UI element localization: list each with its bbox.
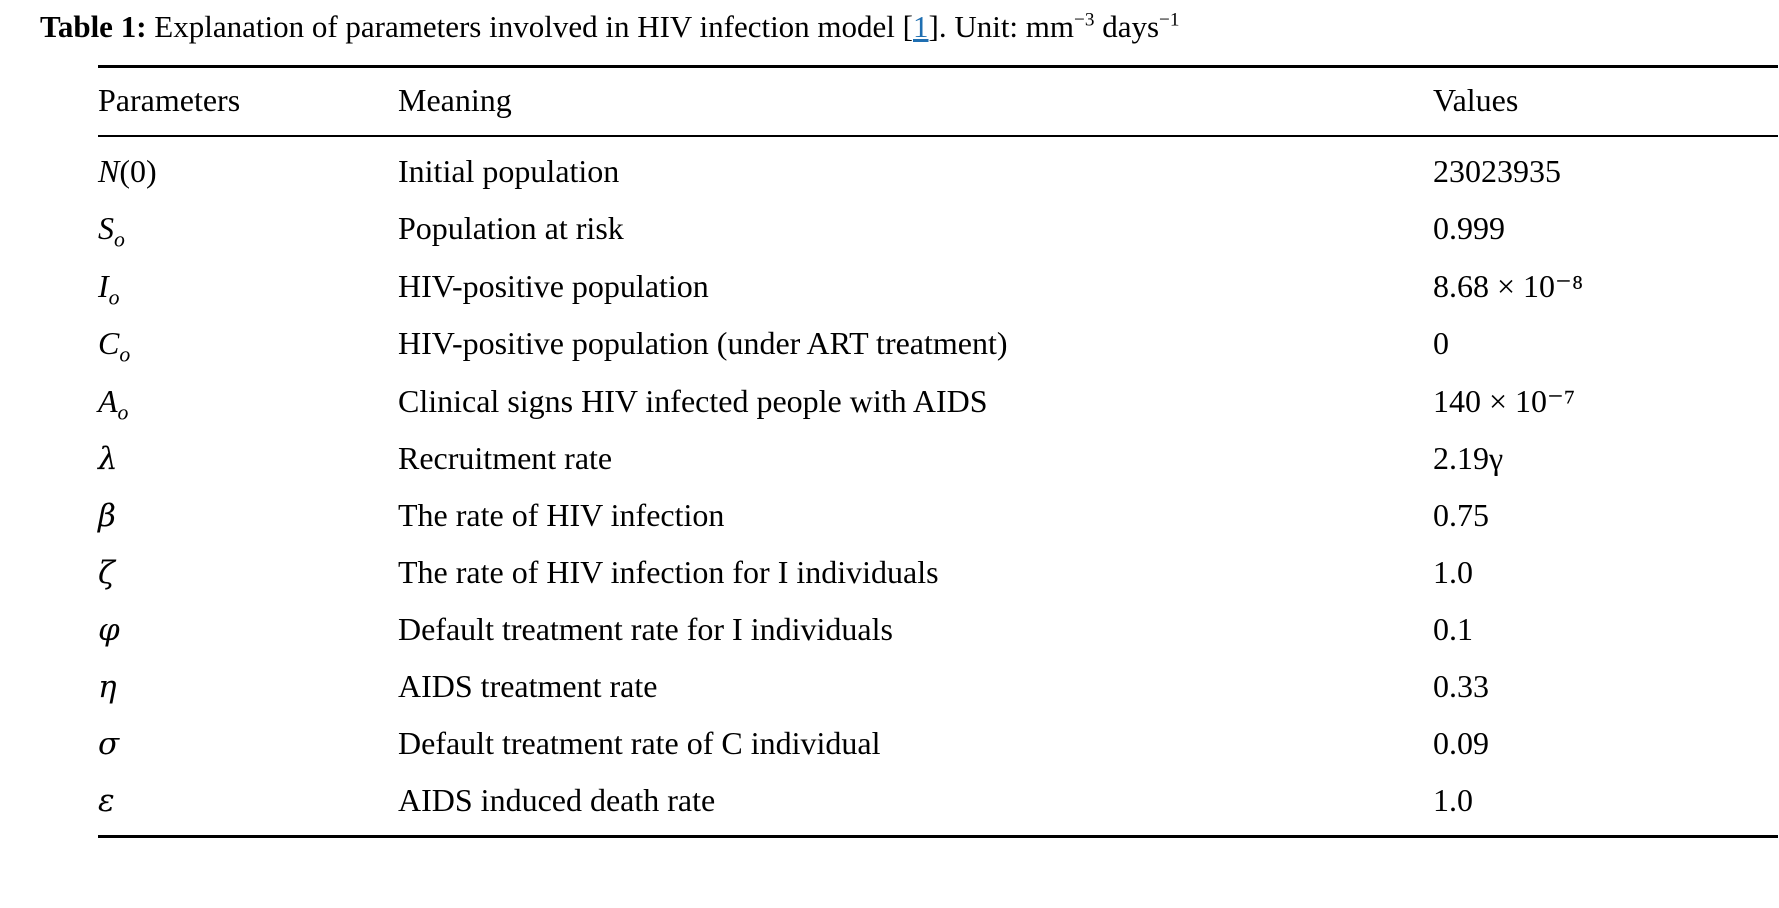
param-base: ζ [98, 554, 115, 591]
column-header-meaning: Meaning [398, 81, 512, 118]
table-row [98, 430, 1778, 487]
column-header-values: Values [1433, 81, 1519, 118]
table-row [98, 257, 1778, 315]
param-value: 1.0 [1433, 781, 1473, 818]
param-symbol [98, 372, 398, 430]
param-meaning: Initial population [398, 152, 620, 189]
param-symbol [98, 200, 398, 257]
param-symbol [98, 658, 398, 715]
param-suffix: (0) [119, 152, 157, 189]
table-row [98, 315, 1778, 372]
param-meaning: HIV-positive population [398, 267, 709, 304]
param-symbol [98, 544, 398, 601]
param-symbol [98, 257, 398, 315]
table-rule-bottom [98, 836, 1778, 838]
param-symbol [98, 315, 398, 372]
param-symbol [98, 715, 398, 772]
param-base: C [98, 324, 120, 361]
table-row [98, 487, 1778, 544]
table-row [98, 372, 1778, 430]
param-value: 23023935 [1433, 152, 1561, 189]
table-row [98, 143, 1778, 200]
table-row [98, 715, 1778, 772]
param-value: 0.33 [1433, 667, 1489, 704]
table-row [98, 544, 1778, 601]
param-symbol [98, 430, 398, 487]
param-meaning: Default treatment rate for I individuals [398, 610, 893, 647]
param-base: A [98, 382, 118, 419]
table-row [98, 772, 1778, 829]
param-subscript: o [108, 285, 120, 310]
param-value: 0.75 [1433, 496, 1489, 533]
param-meaning: AIDS treatment rate [398, 667, 658, 704]
citation-link-1[interactable]: 1 [913, 9, 929, 44]
param-base: N [98, 152, 120, 189]
param-base: ε [98, 782, 115, 819]
rule-line [98, 836, 1778, 838]
parameters-table [98, 65, 1778, 838]
param-value: 140 × 10⁻⁷ [1433, 382, 1576, 419]
param-base: β [98, 497, 116, 534]
param-value: 0.09 [1433, 724, 1489, 761]
param-base: η [98, 668, 117, 705]
param-meaning: AIDS induced death rate [398, 781, 716, 818]
table-caption-unit-mid: days [1094, 9, 1160, 44]
param-value: 0.999 [1433, 209, 1505, 246]
param-base: σ [98, 725, 120, 762]
table-caption-text-before: Explanation of parameters involved in HIV infection model [ [154, 9, 913, 44]
param-meaning: The rate of HIV infection for I individuals [398, 553, 939, 590]
table-header-row [98, 68, 1778, 136]
param-base: φ [98, 611, 120, 648]
column-header-parameters: Parameters [98, 81, 241, 118]
param-symbol [98, 772, 398, 829]
table-caption-text-after: ]. Unit: mm [928, 9, 1075, 44]
param-meaning: Clinical signs HIV infected people with AIDS [398, 382, 988, 419]
table-row [98, 601, 1778, 658]
param-symbol [98, 601, 398, 658]
param-value: 2.19γ [1433, 439, 1504, 476]
param-base: S [98, 209, 114, 246]
table-row [98, 658, 1778, 715]
param-meaning: Default treatment rate of C individual [398, 724, 881, 761]
param-value: 0.1 [1433, 610, 1473, 647]
table-caption [40, 8, 1739, 47]
param-base: I [98, 267, 109, 304]
param-meaning: HIV-positive population (under ART treatment) [398, 324, 1008, 361]
param-symbol [98, 143, 398, 200]
param-value: 0 [1433, 324, 1449, 361]
param-value: 8.68 × 10⁻⁸ [1433, 267, 1584, 304]
unit-exponent-2: −1 [1159, 9, 1180, 31]
param-subscript: o [117, 400, 129, 425]
param-symbol [98, 487, 398, 544]
unit-exponent-1: −3 [1074, 9, 1095, 31]
param-value: 1.0 [1433, 553, 1473, 590]
param-meaning: Population at risk [398, 209, 624, 246]
table-caption-label: Table 1: [40, 9, 147, 44]
param-base: λ [98, 440, 118, 477]
table-row [98, 200, 1778, 257]
table-spacer [98, 829, 1778, 837]
param-meaning: Recruitment rate [398, 439, 613, 476]
param-subscript: o [114, 227, 125, 252]
param-subscript: o [119, 342, 131, 367]
param-meaning: The rate of HIV infection [398, 496, 725, 533]
